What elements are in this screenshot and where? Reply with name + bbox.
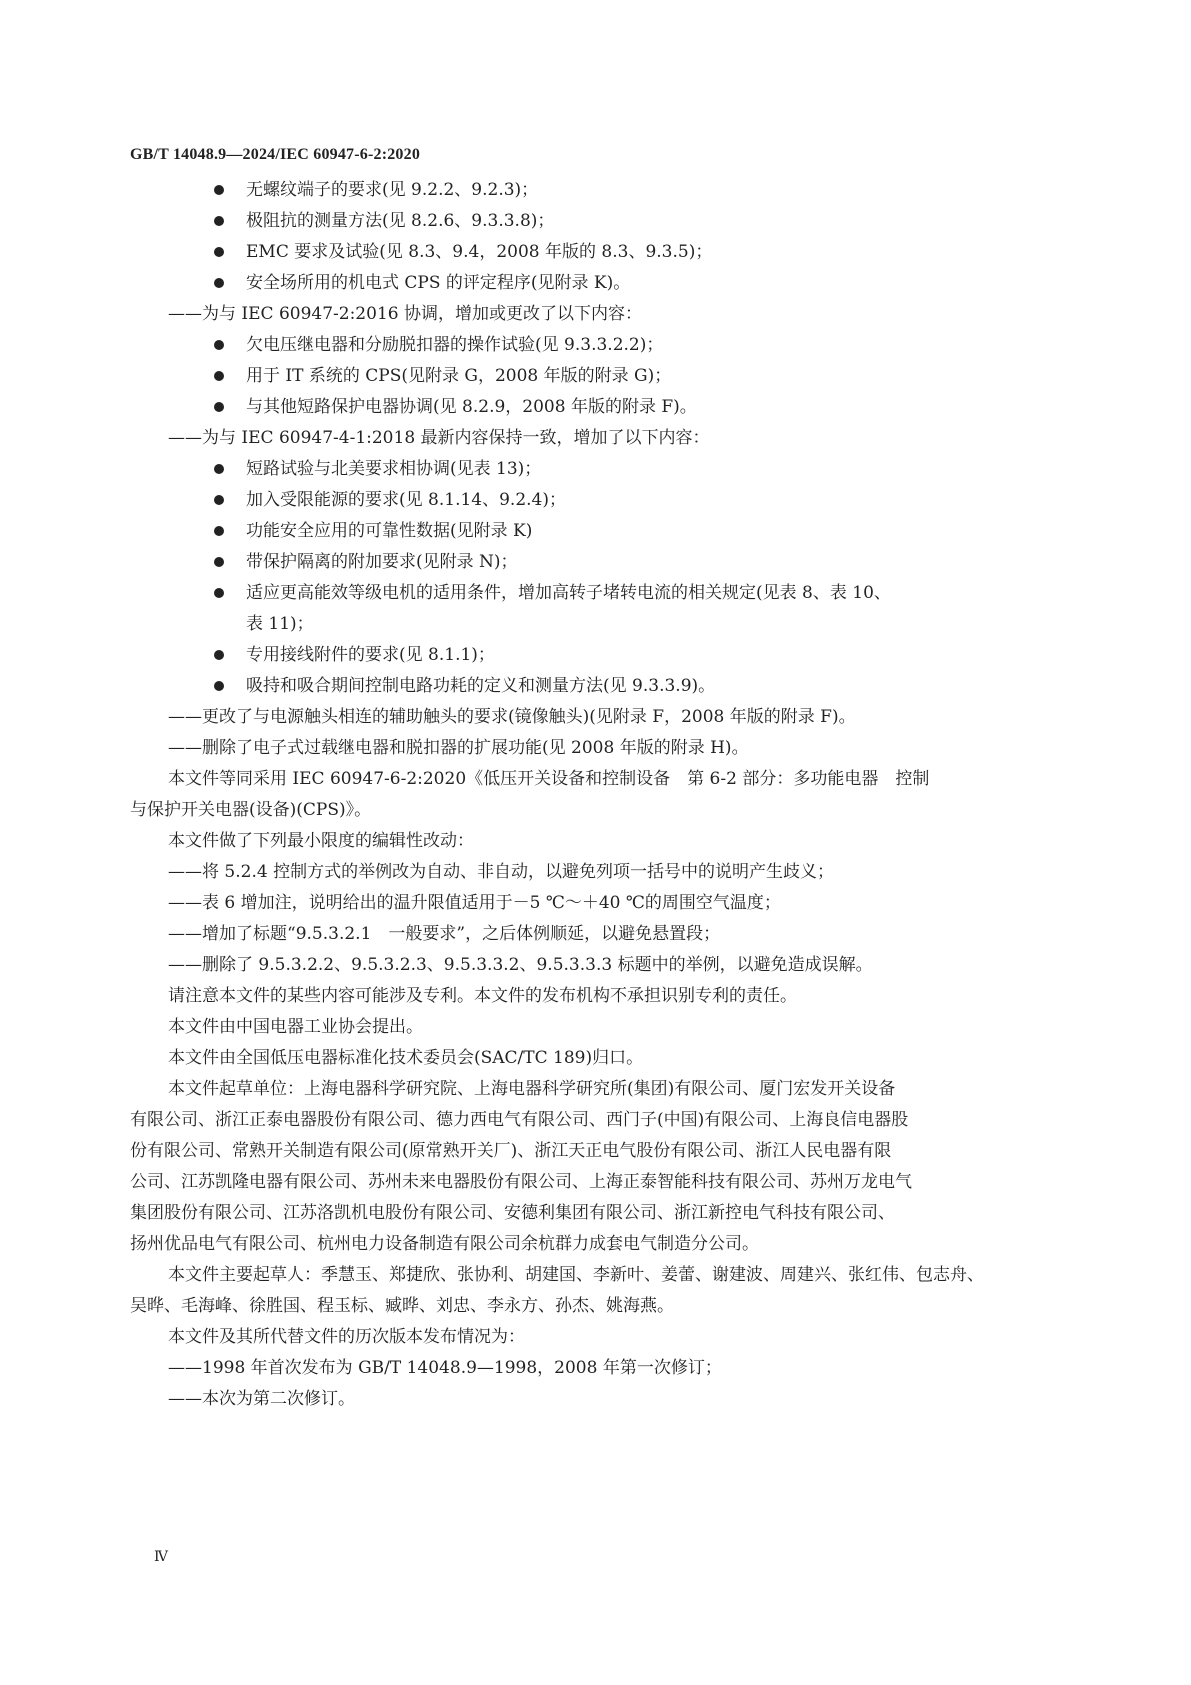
list-item-continuation: 表 11)； [246, 614, 314, 634]
dash-item: ——将 5.2.4 控制方式的举例改为自动、非自动，以避免列项一括号中的说明产生歧义； [168, 862, 835, 882]
paragraph-continuation: 与保护开关电器(设备)(CPS)》。 [130, 800, 372, 820]
dash-item: ——增加了标题“9.5.3.2.1 一般要求”，之后体例顺延，以避免悬置段； [168, 924, 721, 944]
bullet-dot [214, 526, 224, 536]
list-item: 安全场所用的机电式 CPS 的评定程序(见附录 K)。 [246, 273, 631, 293]
dash-item: ——为与 IEC 60947-4-1:2018 最新内容保持一致，增加了以下内容： [168, 428, 710, 448]
paragraph: 本文件等同采用 IEC 60947-6-2:2020《低压开关设备和控制设备 第 6-2 部分：多功能电器 控制 [168, 769, 930, 789]
bullet-dot [214, 278, 224, 288]
paragraph: 请注意本文件的某些内容可能涉及专利。本文件的发布机构不承担识别专利的责任。 [168, 986, 797, 1006]
dash-item: ——本次为第二次修订。 [168, 1389, 355, 1409]
bullet-dot [214, 588, 224, 598]
list-item: 带保护隔离的附加要求(见附录 N)； [246, 552, 518, 572]
paragraph-continuation: 集团股份有限公司、江苏洛凯机电股份有限公司、安德利集团有限公司、浙江新控电气科技有限公司、 [130, 1203, 895, 1223]
dash-item: ——为与 IEC 60947-2:2016 协调，增加或更改了以下内容： [168, 304, 642, 324]
dash-item: ——更改了与电源触头相连的辅助触头的要求(镜像触头)(见附录 F，2008 年版的附录 F)。 [168, 707, 856, 727]
paragraph: 本文件起草单位：上海电器科学研究院、上海电器科学研究所(集团)有限公司、厦门宏发开关设备 [168, 1079, 896, 1099]
bullet-dot [214, 402, 224, 412]
bullet-dot [214, 216, 224, 226]
paragraph-continuation: 扬州优品电气有限公司、杭州电力设备制造有限公司余杭群力成套电气制造分公司。 [130, 1234, 759, 1254]
dash-item: ——1998 年首次发布为 GB/T 14048.9—1998，2008 年第一次修订； [168, 1358, 722, 1378]
list-item: 与其他短路保护电器协调(见 8.2.9，2008 年版的附录 F)。 [246, 397, 697, 417]
list-item: 加入受限能源的要求(见 8.1.14、9.2.4)； [246, 490, 566, 510]
page-number: Ⅳ [154, 1550, 168, 1565]
list-item: 无螺纹端子的要求(见 9.2.2、9.2.3)； [246, 180, 539, 200]
list-item: 用于 IT 系统的 CPS(见附录 G，2008 年版的附录 G)； [246, 366, 672, 386]
list-item: EMC 要求及试验(见 8.3、9.4，2008 年版的 8.3、9.3.5)； [246, 242, 713, 262]
list-item: 功能安全应用的可靠性数据(见附录 K) [246, 521, 533, 541]
document-header: GB/T 14048.9—2024/IEC 60947-6-2:2020 [130, 146, 421, 163]
list-item: 吸持和吸合期间控制电路功耗的定义和测量方法(见 9.3.3.9)。 [246, 676, 716, 696]
paragraph-continuation: 公司、江苏凯隆电器有限公司、苏州未来电器股份有限公司、上海正泰智能科技有限公司、苏州万龙电气 [130, 1172, 912, 1192]
paragraph: 本文件主要起草人：季慧玉、郑捷欣、张协利、胡建国、李新叶、姜蕾、谢建波、周建兴、张红伟、包志舟、 [168, 1265, 984, 1285]
list-item: 适应更高能效等级电机的适用条件，增加高转子堵转电流的相关规定(见表 8、表 10、 [246, 583, 891, 603]
bullet-dot [214, 681, 224, 691]
bullet-dot [214, 340, 224, 350]
dash-item: ——删除了电子式过载继电器和脱扣器的扩展功能(见 2008 年版的附录 H)。 [168, 738, 749, 758]
bullet-dot [214, 557, 224, 567]
paragraph-continuation: 吴晔、毛海峰、徐胜国、程玉标、臧晔、刘忠、李永方、孙杰、姚海燕。 [130, 1296, 674, 1316]
paragraph-continuation: 份有限公司、常熟开关制造有限公司(原常熟开关厂)、浙江天正电气股份有限公司、浙江人民电器有限 [130, 1141, 892, 1161]
bullet-dot [214, 650, 224, 660]
paragraph: 本文件做了下列最小限度的编辑性改动： [168, 831, 474, 851]
bullet-dot [214, 371, 224, 381]
list-item: 欠电压继电器和分励脱扣器的操作试验(见 9.3.3.2.2)； [246, 335, 664, 355]
list-item: 专用接线附件的要求(见 8.1.1)； [246, 645, 495, 665]
bullet-dot [214, 247, 224, 257]
paragraph: 本文件由全国低压电器标准化技术委员会(SAC/TC 189)归口。 [168, 1048, 644, 1068]
dash-item: ——表 6 增加注，说明给出的温升限值适用于－5 ℃～＋40 ℃的周围空气温度； [168, 893, 781, 913]
dash-item: ——删除了 9.5.3.2.2、9.5.3.2.3、9.5.3.3.2、9.5.3.3.3 标题中的举例，以避免造成误解。 [168, 955, 873, 975]
bullet-dot [214, 185, 224, 195]
bullet-dot [214, 464, 224, 474]
paragraph: 本文件由中国电器工业协会提出。 [168, 1017, 423, 1037]
list-item: 短路试验与北美要求相协调(见表 13)； [246, 459, 542, 479]
list-item: 极阻抗的测量方法(见 8.2.6、9.3.3.8)； [246, 211, 555, 231]
paragraph-continuation: 有限公司、浙江正泰电器股份有限公司、德力西电气有限公司、西门子(中国)有限公司、上海良信电器股 [130, 1110, 909, 1130]
paragraph: 本文件及其所代替文件的历次版本发布情况为： [168, 1327, 525, 1347]
bullet-dot [214, 495, 224, 505]
